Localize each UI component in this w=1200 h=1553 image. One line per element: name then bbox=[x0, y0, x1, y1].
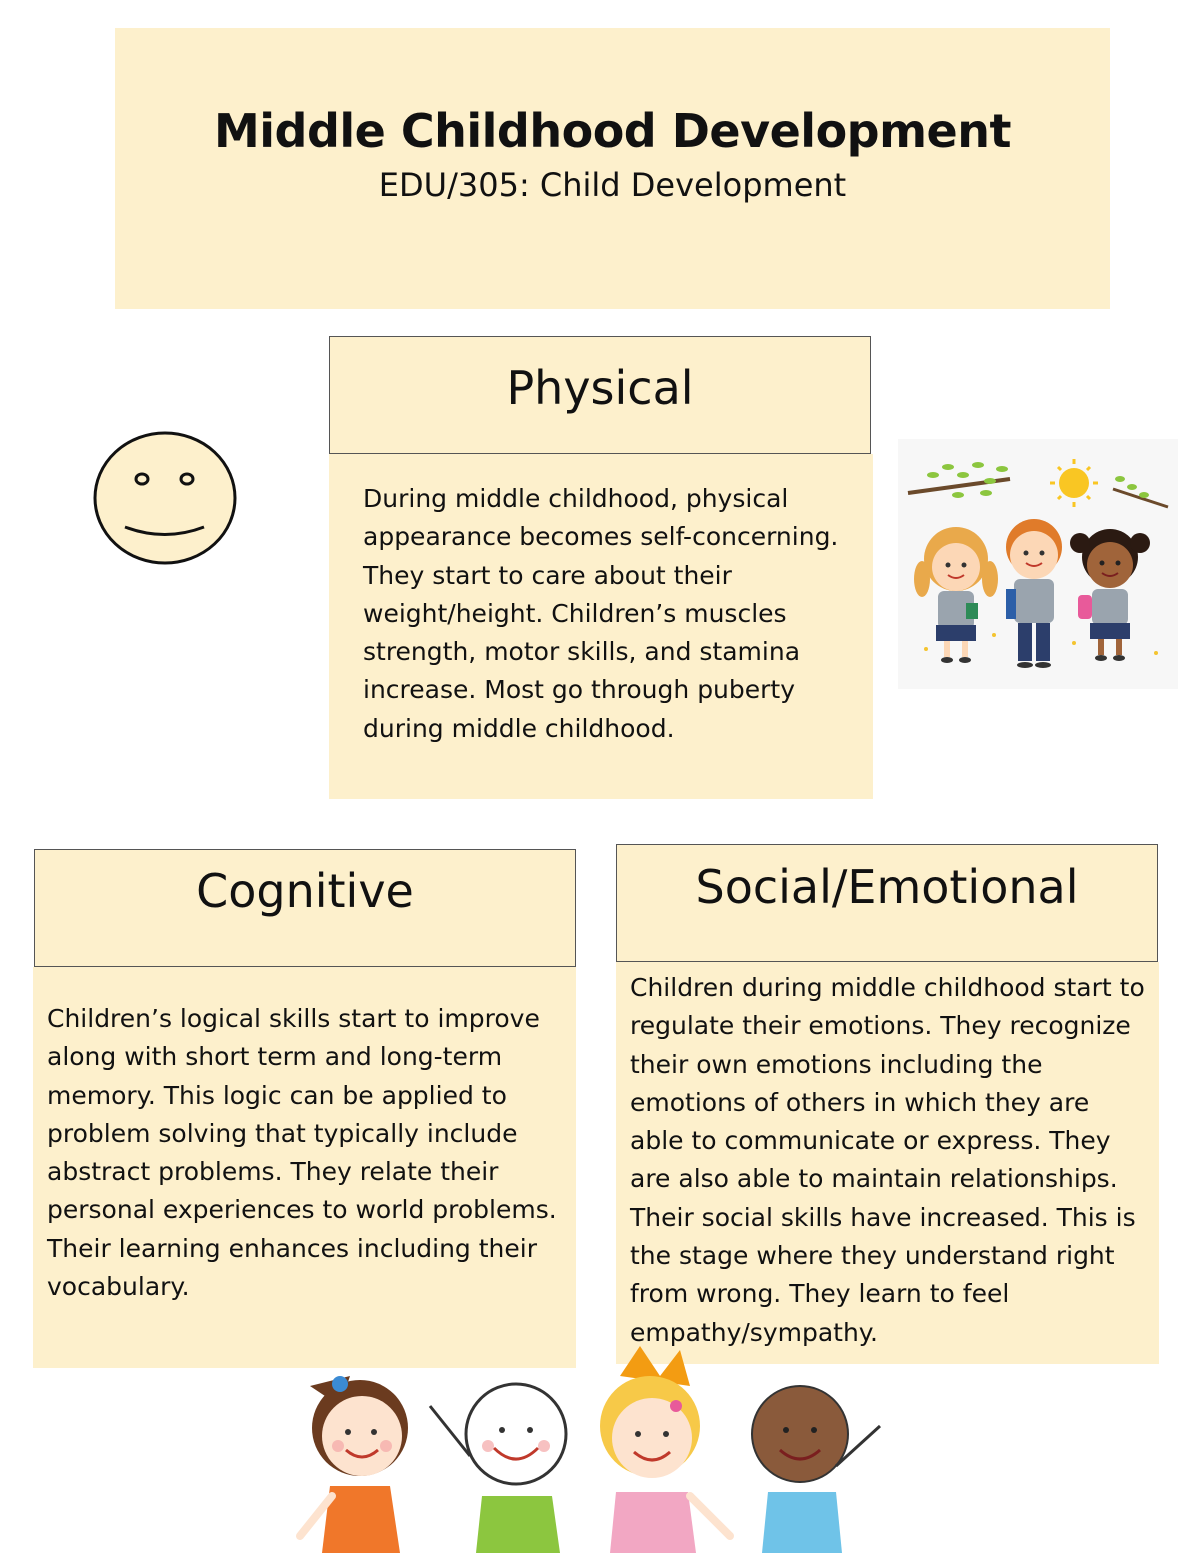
physical-heading: Physical bbox=[506, 361, 694, 415]
cognitive-heading-box bbox=[34, 849, 576, 967]
cognitive-heading: Cognitive bbox=[196, 864, 414, 918]
social-text-box bbox=[616, 962, 1159, 1364]
cognitive-paragraph: Children’s logical skills start to improve along with short term and long-term memory. This logic can be applied to problem solving that typically include abstract problems. They relate their personal experiences to world problems. Their learning enhances including their vocabulary. bbox=[47, 1004, 557, 1302]
cognitive-text-box bbox=[33, 967, 576, 1368]
physical-paragraph: During middle childhood, physical appearance becomes self-concerning. They start to care about their weight/height. Children’s muscles strength, motor skills, and stamina increase. Most go through puberty during middle childhood. bbox=[363, 484, 839, 743]
happy-children-illustration bbox=[280, 1346, 920, 1553]
social-heading-box bbox=[616, 844, 1158, 962]
physical-text-box bbox=[329, 454, 873, 799]
page-title: Middle Childhood Development bbox=[214, 104, 1011, 158]
course-subtitle: EDU/305: Child Development bbox=[378, 166, 847, 204]
social-heading: Social/Emotional bbox=[695, 859, 1079, 914]
physical-heading-box bbox=[329, 336, 871, 454]
social-paragraph: Children during middle childhood start to regulate their emotions. They recognize their own emotions including the emotions of others in which they are able to communicate or express. They are also able to maintain relationships. Their social skills have increased. This is the stage where they understand right from wrong. They learn to feel empathy/sympathy. bbox=[630, 973, 1145, 1347]
school-children-illustration bbox=[898, 439, 1178, 689]
smiley-face-icon bbox=[92, 430, 238, 568]
title-banner bbox=[115, 28, 1110, 309]
